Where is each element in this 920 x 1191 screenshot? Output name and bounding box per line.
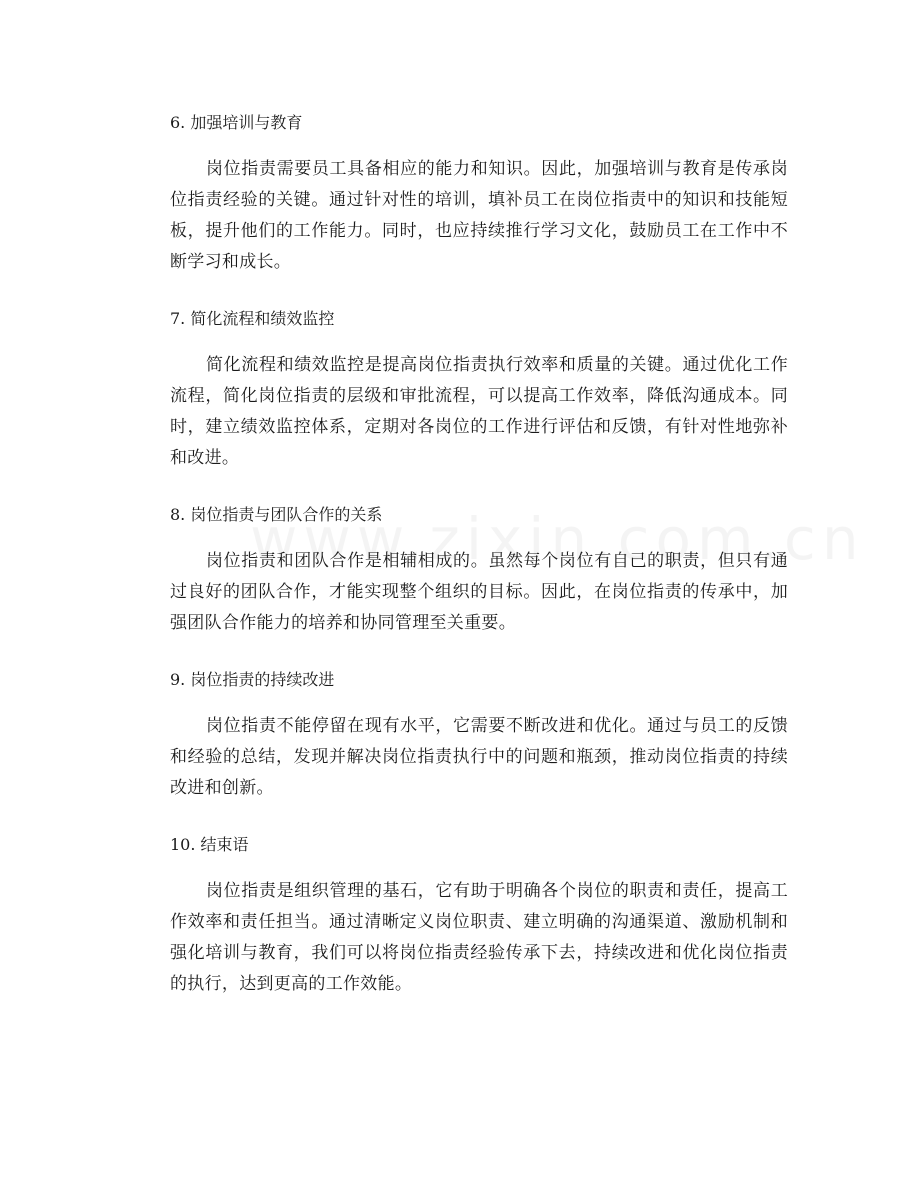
section-9 <box>170 663 788 804</box>
section-heading: 10. 结束语 <box>170 835 249 854</box>
section-paragraph: 岗位指责需要员工具备相应的能力和知识。因此，加强培训与教育是传承岗位指责经验的关键。通过针对性的培训，填补员工在岗位指责中的知识和技能短板，提升他们的工作能力。同时，也应持续推行学习文化，鼓励员工在工作中不断学习和成长。 <box>170 159 788 272</box>
section-8 <box>170 498 788 639</box>
section-paragraph: 简化流程和绩效监控是提高岗位指责执行效率和质量的关键。通过优化工作流程，简化岗位指责的层级和审批流程，可以提高工作效率，降低沟通成本。同时，建立绩效监控体系，定期对各岗位的工作进行评估和反馈，有针对性地弥补和改进。 <box>170 355 788 468</box>
section-heading: 6. 加强培训与教育 <box>170 113 303 132</box>
section-heading: 8. 岗位指责与团队合作的关系 <box>170 505 383 524</box>
section-heading: 7. 简化流程和绩效监控 <box>170 309 335 328</box>
document-body <box>170 106 788 1024</box>
section-7 <box>170 302 788 474</box>
section-paragraph: 岗位指责和团队合作是相辅相成的。虽然每个岗位有自己的职责，但只有通过良好的团队合作，才能实现整个组织的目标。因此，在岗位指责的传承中，加强团队合作能力的培养和协同管理至关重要。 <box>170 551 788 633</box>
section-6 <box>170 106 788 278</box>
section-paragraph: 岗位指责不能停留在现有水平，它需要不断改进和优化。通过与员工的反馈和经验的总结，发现并解决岗位指责执行中的问题和瓶颈，推动岗位指责的持续改进和创新。 <box>170 716 788 798</box>
section-paragraph: 岗位指责是组织管理的基石，它有助于明确各个岗位的职责和责任，提高工作效率和责任担当。通过清晰定义岗位职责、建立明确的沟通渠道、激励机制和强化培训与教育，我们可以将岗位指责经验传承下去，持续改进和优化岗位指责的执行，达到更高的工作效能。 <box>170 881 788 994</box>
section-heading: 9. 岗位指责的持续改进 <box>170 670 335 689</box>
section-10 <box>170 828 788 1000</box>
